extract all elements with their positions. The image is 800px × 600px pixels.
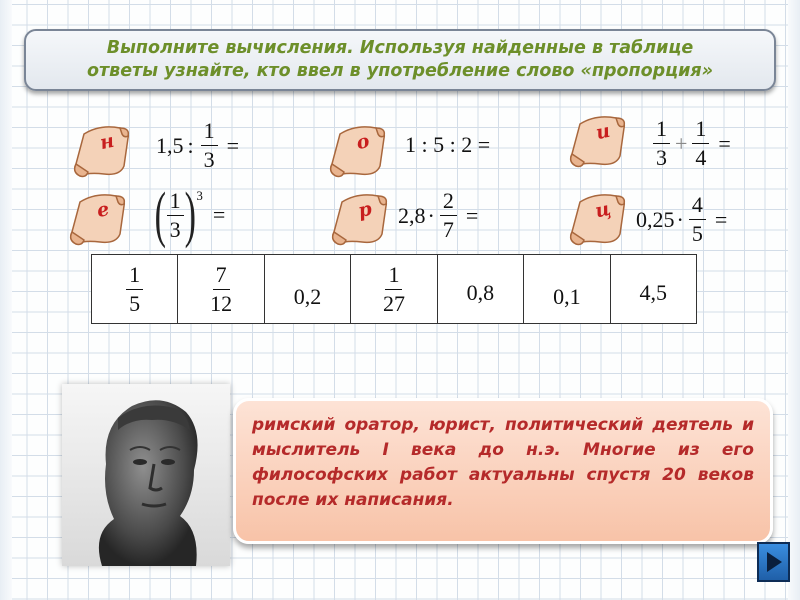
problem-ts-op: · <box>676 206 684 232</box>
problem-n-eq: = <box>226 132 240 158</box>
problem-i-fraction-1 <box>653 116 670 171</box>
fraction-denominator: 4 <box>695 145 707 170</box>
problem-i <box>650 116 731 171</box>
problem-ts <box>636 192 727 247</box>
next-slide-button[interactable] <box>757 542 790 582</box>
answers-table <box>91 254 697 324</box>
fraction-numerator: 1 <box>653 116 670 144</box>
right-frame <box>788 0 800 600</box>
answer-fraction <box>380 262 408 317</box>
scroll-letter: о <box>354 129 372 155</box>
problem-ts-eq: = <box>714 206 728 232</box>
answer-cell[interactable] <box>524 255 610 324</box>
scroll-letter: е <box>94 197 112 223</box>
description-text: римский оратор, юрист, политический деятель и мыслитель I века до н.э. Многие из его философских работ актуальны спустя 20 веков после их написания. <box>252 415 754 510</box>
fraction-denominator: 27 <box>382 290 405 316</box>
problem-e-power: 3 <box>196 188 203 203</box>
problem-r-fraction <box>440 188 457 243</box>
fraction-numerator: 1 <box>126 262 143 290</box>
problem-n-fraction <box>201 118 218 173</box>
problem-o-expression: 1 : 5 : 2 = <box>405 132 491 157</box>
problem-n <box>156 118 239 173</box>
play-right-icon <box>765 551 783 573</box>
answer-value: 0,8 <box>466 280 495 305</box>
right-paren: ) <box>184 181 196 249</box>
fraction-denominator: 12 <box>210 290 233 316</box>
scroll-letter: р <box>356 197 374 223</box>
answer-cell[interactable] <box>92 255 178 324</box>
scroll-letter: ц <box>593 197 613 223</box>
scroll-letter: н <box>97 129 117 155</box>
scroll-badge-o <box>326 122 392 180</box>
problem-r-op: · <box>427 202 435 228</box>
answer-value: 4,5 <box>639 280 667 305</box>
task-text <box>87 37 713 83</box>
answer-fraction <box>126 262 143 317</box>
answer-cell[interactable] <box>264 255 350 324</box>
scroll-badge-r <box>328 190 394 248</box>
description-box <box>233 398 773 544</box>
fraction-numerator: 1 <box>167 188 184 216</box>
answer-cell[interactable] <box>437 255 523 324</box>
fraction-denominator: 5 <box>691 221 703 246</box>
portrait-image <box>62 384 230 566</box>
problem-r-eq: = <box>465 202 479 228</box>
problem-e <box>150 181 226 249</box>
fraction-numerator: 1 <box>201 118 218 146</box>
task-box <box>24 29 776 91</box>
bust-portrait-icon <box>62 384 230 566</box>
task-line-1: Выполните вычисления. Используя найденные в таблице <box>106 38 694 58</box>
answer-cell[interactable] <box>178 255 264 324</box>
fraction-denominator: 3 <box>656 145 667 170</box>
problem-r-a: 2,8 <box>398 202 426 228</box>
problem-i-op: + <box>675 130 688 156</box>
fraction-numerator: 1 <box>385 262 402 290</box>
fraction-numerator: 7 <box>213 262 230 290</box>
fraction-denominator: 3 <box>203 147 215 172</box>
scroll-badge-n <box>70 122 136 180</box>
problem-o <box>405 132 490 158</box>
fraction-numerator: 1 <box>692 116 709 144</box>
answer-value: 0,2 <box>293 284 322 309</box>
fraction-denominator: 3 <box>169 216 181 242</box>
scroll-badge-e <box>66 190 132 248</box>
left-paren: ( <box>154 181 167 249</box>
problem-i-eq: = <box>718 130 731 156</box>
problem-ts-a: 0,25 <box>636 206 675 232</box>
problem-ts-fraction <box>689 192 706 247</box>
fraction-numerator: 4 <box>689 192 706 220</box>
answers-row <box>92 255 697 324</box>
problem-e-eq: = <box>212 202 226 227</box>
problem-e-fraction <box>167 188 184 243</box>
answer-cell[interactable] <box>610 255 696 324</box>
problem-r <box>398 188 478 243</box>
scroll-badge-ts <box>566 190 632 248</box>
answer-cell[interactable] <box>351 255 437 324</box>
problem-n-a: 1,5 <box>156 132 184 158</box>
scroll-letter: и <box>593 119 613 145</box>
task-line-2: ответы узнайте, кто ввел в употребление слово «пропорция» <box>86 61 714 81</box>
fraction-denominator: 7 <box>442 217 454 242</box>
problem-n-op: : <box>187 132 194 158</box>
answer-value: 0,1 <box>553 284 581 309</box>
fraction-denominator: 5 <box>129 290 141 316</box>
scroll-badge-i <box>566 112 632 170</box>
fraction-numerator: 2 <box>440 188 457 216</box>
answer-fraction <box>207 262 235 317</box>
problem-i-fraction-2 <box>692 116 709 171</box>
left-frame <box>0 0 12 600</box>
